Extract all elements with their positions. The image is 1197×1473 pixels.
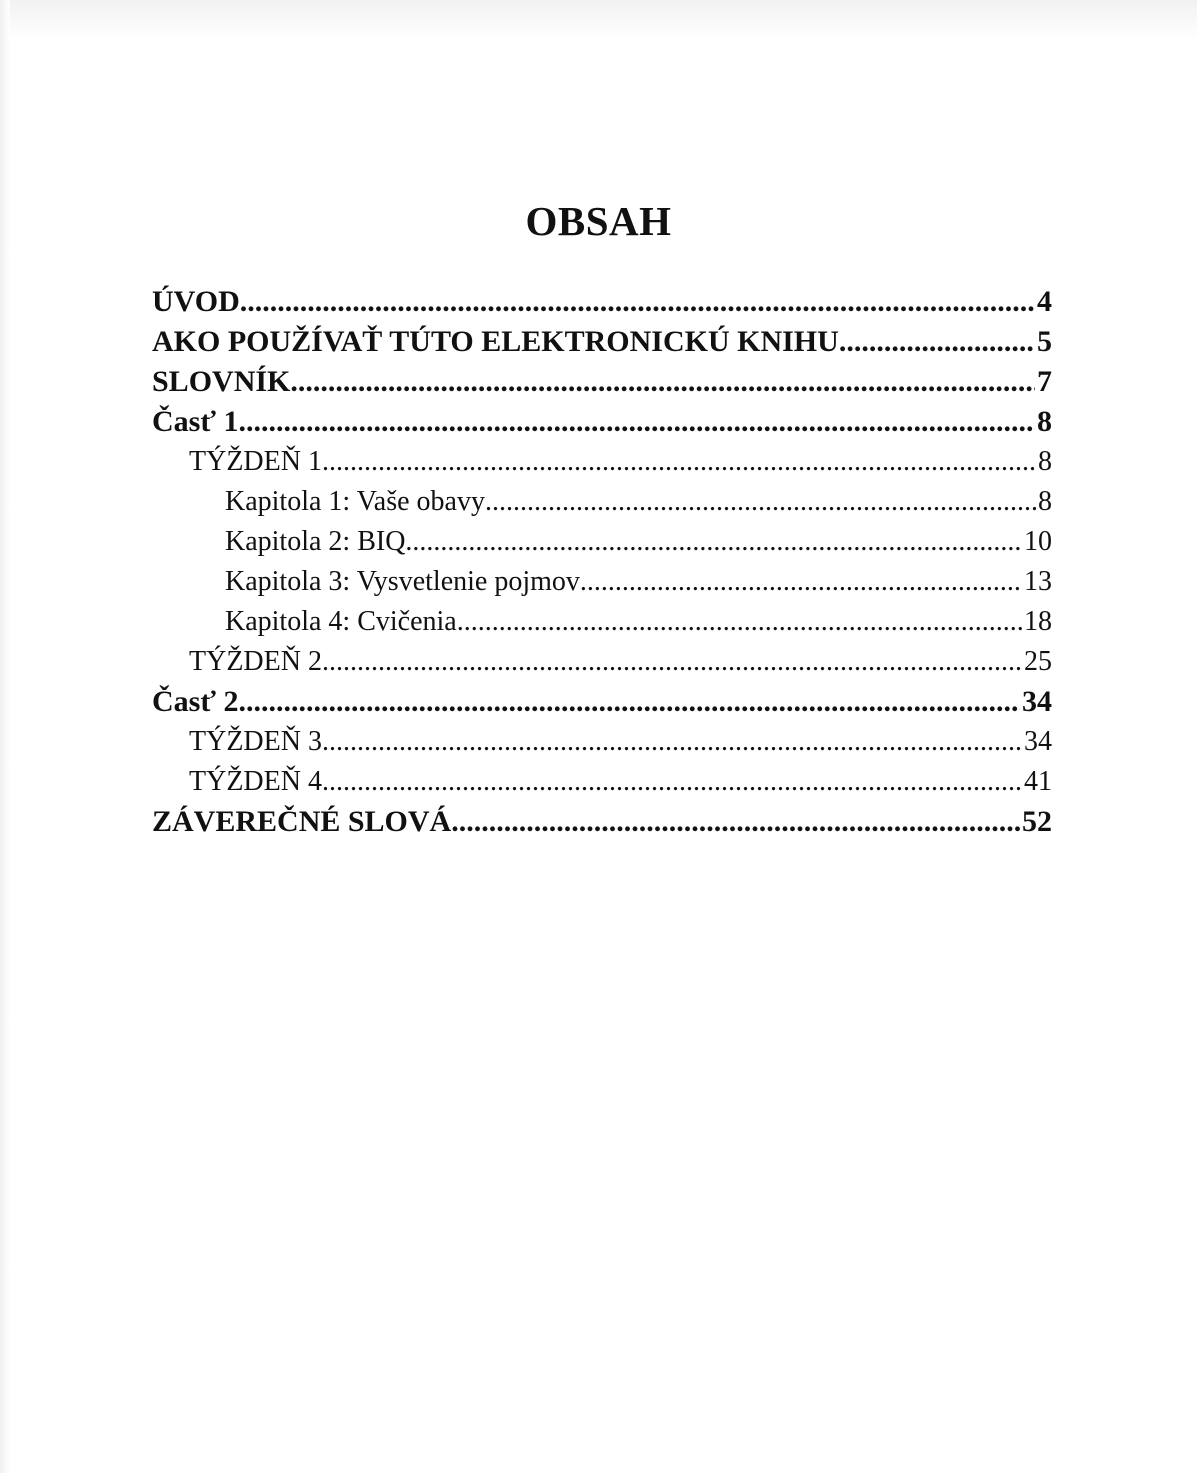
toc-entry-label: TÝŽDEŇ 2 bbox=[189, 646, 322, 677]
toc-dot-leader bbox=[580, 562, 1022, 602]
toc-entry-label: Kapitola 3: Vysvetlenie pojmov bbox=[225, 566, 580, 597]
toc-entry-label: AKO POUŽÍVAŤ TÚTO ELEKTRONICKÚ KNIHU bbox=[152, 325, 839, 358]
toc-dot-leader bbox=[322, 642, 1022, 682]
toc-entry-page: 10 bbox=[1024, 526, 1052, 557]
toc-dot-leader bbox=[322, 442, 1036, 482]
toc-entry-page: 8 bbox=[1038, 486, 1052, 517]
toc-entry-kapitola-4[interactable] bbox=[152, 602, 1052, 642]
toc-entry-label: TÝŽDEŇ 4 bbox=[189, 766, 322, 797]
toc-dot-leader bbox=[238, 402, 1035, 442]
toc-entry-page: 18 bbox=[1024, 606, 1052, 637]
toc-dot-leader bbox=[839, 322, 1035, 362]
toc-entry-label: Kapitola 4: Cvičenia bbox=[225, 606, 457, 637]
toc-entry-tyzden-3[interactable] bbox=[152, 722, 1052, 762]
toc-entry-cast-2[interactable] bbox=[152, 682, 1052, 722]
toc-entry-zaverecne-slova[interactable] bbox=[152, 802, 1052, 842]
toc-dot-leader bbox=[405, 522, 1022, 562]
toc-entry-label: ZÁVEREČNÉ SLOVÁ bbox=[152, 805, 452, 838]
toc-entry-tyzden-2[interactable] bbox=[152, 642, 1052, 682]
toc-entry-page: 8 bbox=[1037, 405, 1052, 438]
toc-entry-page: 4 bbox=[1037, 285, 1052, 318]
toc-entry-tyzden-4[interactable] bbox=[152, 762, 1052, 802]
toc-dot-leader bbox=[238, 682, 1020, 722]
toc-entry-label: TÝŽDEŇ 3 bbox=[189, 726, 322, 757]
toc-entry-uvod[interactable] bbox=[152, 282, 1052, 322]
toc-entry-kapitola-1[interactable] bbox=[152, 482, 1052, 522]
toc-entry-label: Časť 2 bbox=[152, 685, 239, 718]
toc-entry-page: 34 bbox=[1022, 685, 1052, 718]
toc-entry-tyzden-1[interactable] bbox=[152, 442, 1052, 482]
toc-dot-leader bbox=[322, 722, 1022, 762]
toc-entry-label: Kapitola 2: BIQ bbox=[225, 526, 406, 557]
toc-dot-leader bbox=[322, 762, 1022, 802]
toc-entry-kapitola-3[interactable] bbox=[152, 562, 1052, 602]
toc-entry-page: 25 bbox=[1024, 646, 1052, 677]
toc-entry-page: 5 bbox=[1037, 325, 1052, 358]
toc-title: OBSAH bbox=[525, 198, 672, 245]
toc-entry-page: 8 bbox=[1038, 446, 1052, 477]
page-top-shadow bbox=[0, 0, 1197, 40]
toc-entry-ako-pouzivat[interactable] bbox=[152, 322, 1052, 362]
toc-entry-label: TÝŽDEŇ 1 bbox=[189, 446, 322, 477]
toc-entry-page: 52 bbox=[1022, 805, 1052, 838]
table-of-contents bbox=[152, 282, 1052, 842]
toc-entry-page: 7 bbox=[1037, 365, 1052, 398]
toc-dot-leader bbox=[451, 802, 1020, 842]
toc-entry-cast-1[interactable] bbox=[152, 402, 1052, 442]
toc-entry-label: ÚVOD bbox=[152, 285, 240, 318]
toc-dot-leader bbox=[485, 482, 1036, 522]
toc-entry-kapitola-2[interactable] bbox=[152, 522, 1052, 562]
toc-dot-leader bbox=[290, 362, 1035, 402]
toc-entry-label: Kapitola 1: Vaše obavy bbox=[225, 486, 485, 517]
toc-entry-page: 41 bbox=[1024, 766, 1052, 797]
toc-entry-slovnik[interactable] bbox=[152, 362, 1052, 402]
toc-entry-page: 34 bbox=[1024, 726, 1052, 757]
toc-entry-label: SLOVNÍK bbox=[152, 365, 291, 398]
toc-dot-leader bbox=[240, 282, 1035, 322]
toc-entry-page: 13 bbox=[1024, 566, 1052, 597]
toc-entry-label: Časť 1 bbox=[152, 405, 239, 438]
toc-dot-leader bbox=[457, 602, 1022, 642]
